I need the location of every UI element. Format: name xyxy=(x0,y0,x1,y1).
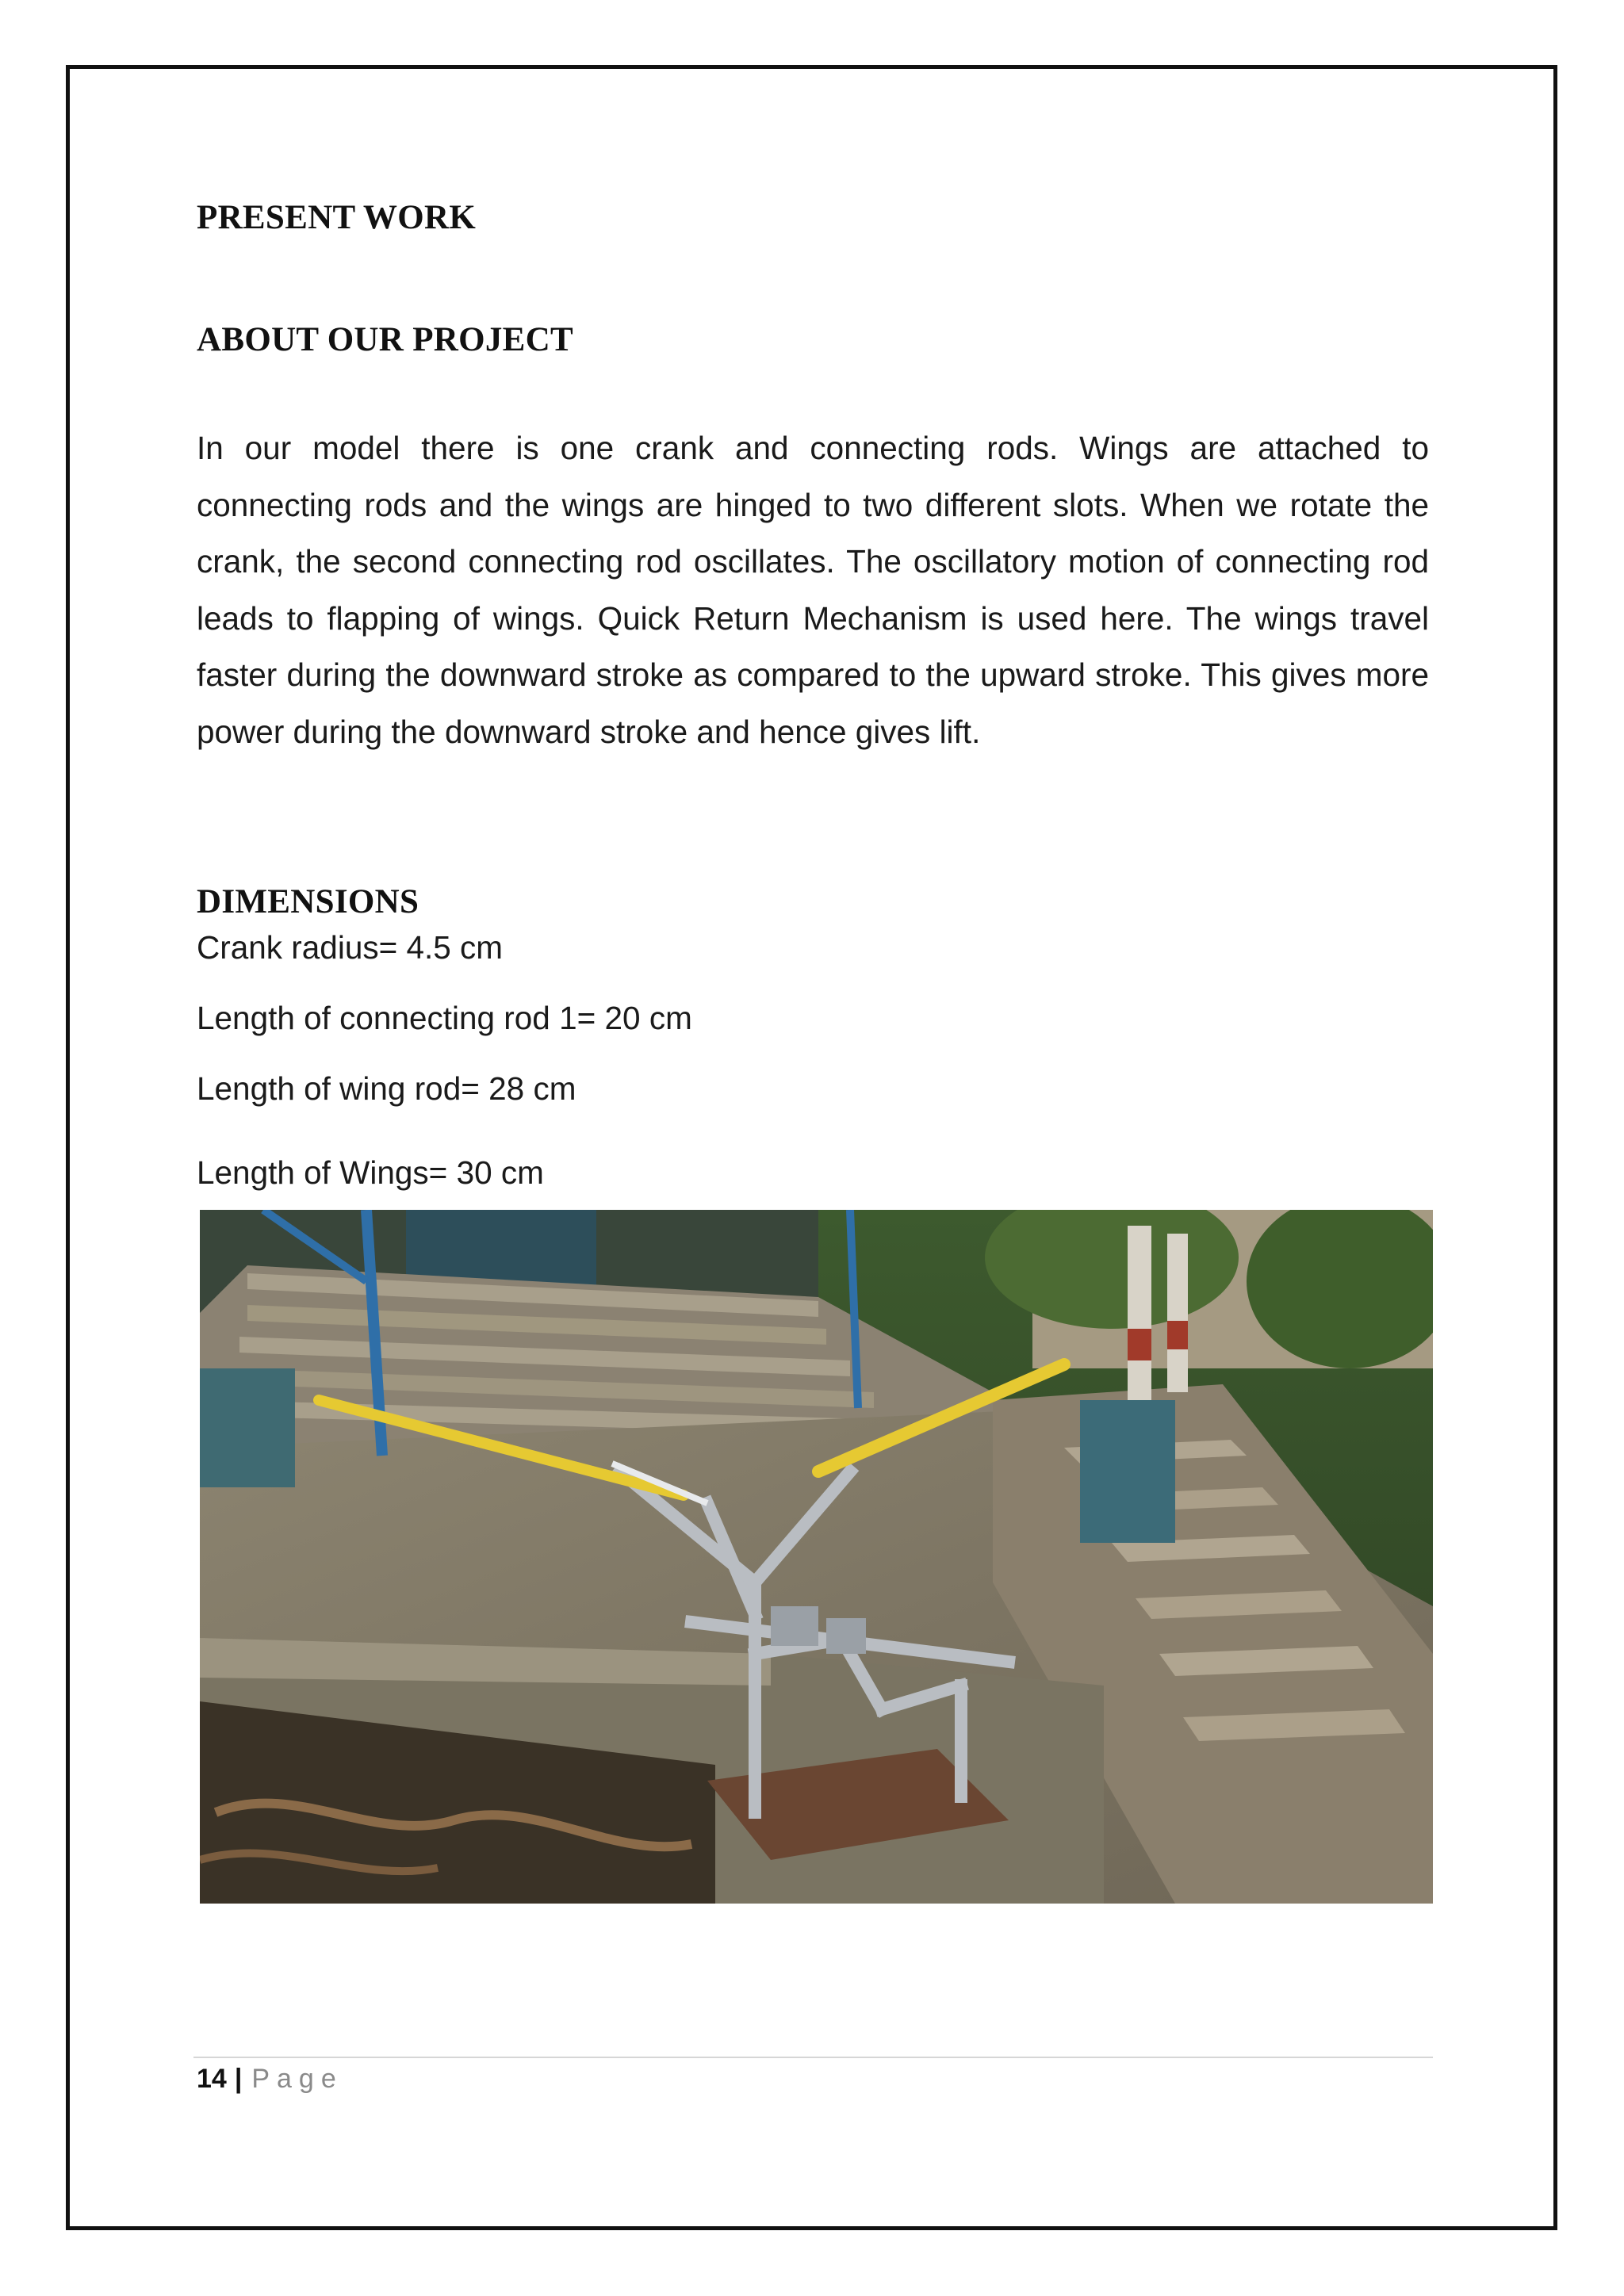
page-border xyxy=(66,65,1557,2230)
page-footer xyxy=(197,2064,343,2095)
footer-separator: | xyxy=(234,2064,243,2094)
dimension-connecting-rod: Length of connecting rod 1= 20 cm xyxy=(197,1000,692,1036)
dimension-crank-radius: Crank radius= 4.5 cm xyxy=(197,929,504,966)
dimension-wings: Length of Wings= 30 cm xyxy=(197,1154,544,1191)
dimension-wing-rod: Length of wing rod= 28 cm xyxy=(197,1070,576,1107)
page-number: 14 xyxy=(197,2064,227,2094)
footer-rule xyxy=(193,2057,1433,2058)
section-title: PRESENT WORK xyxy=(197,199,477,236)
project-description: In our model there is one crank and connecting rods. Wings are attached to connecting rods and the wings are hinged to two different slots. When we rotate the crank, the second connecting rod oscillates. The oscillatory motion of connecting rod leads to flapping of wings. Quick Return Mechanism is used here. The wings travel faster during the downward stroke as compared to the upward stroke. This gives more power during the downward stroke and hence gives lift. xyxy=(197,430,1429,750)
dimensions-title: DIMENSIONS xyxy=(197,883,419,920)
ornithopter-model-photo xyxy=(200,1210,1433,1904)
page-label: Page xyxy=(251,2064,343,2094)
subsection-title: ABOUT OUR PROJECT xyxy=(197,321,573,358)
